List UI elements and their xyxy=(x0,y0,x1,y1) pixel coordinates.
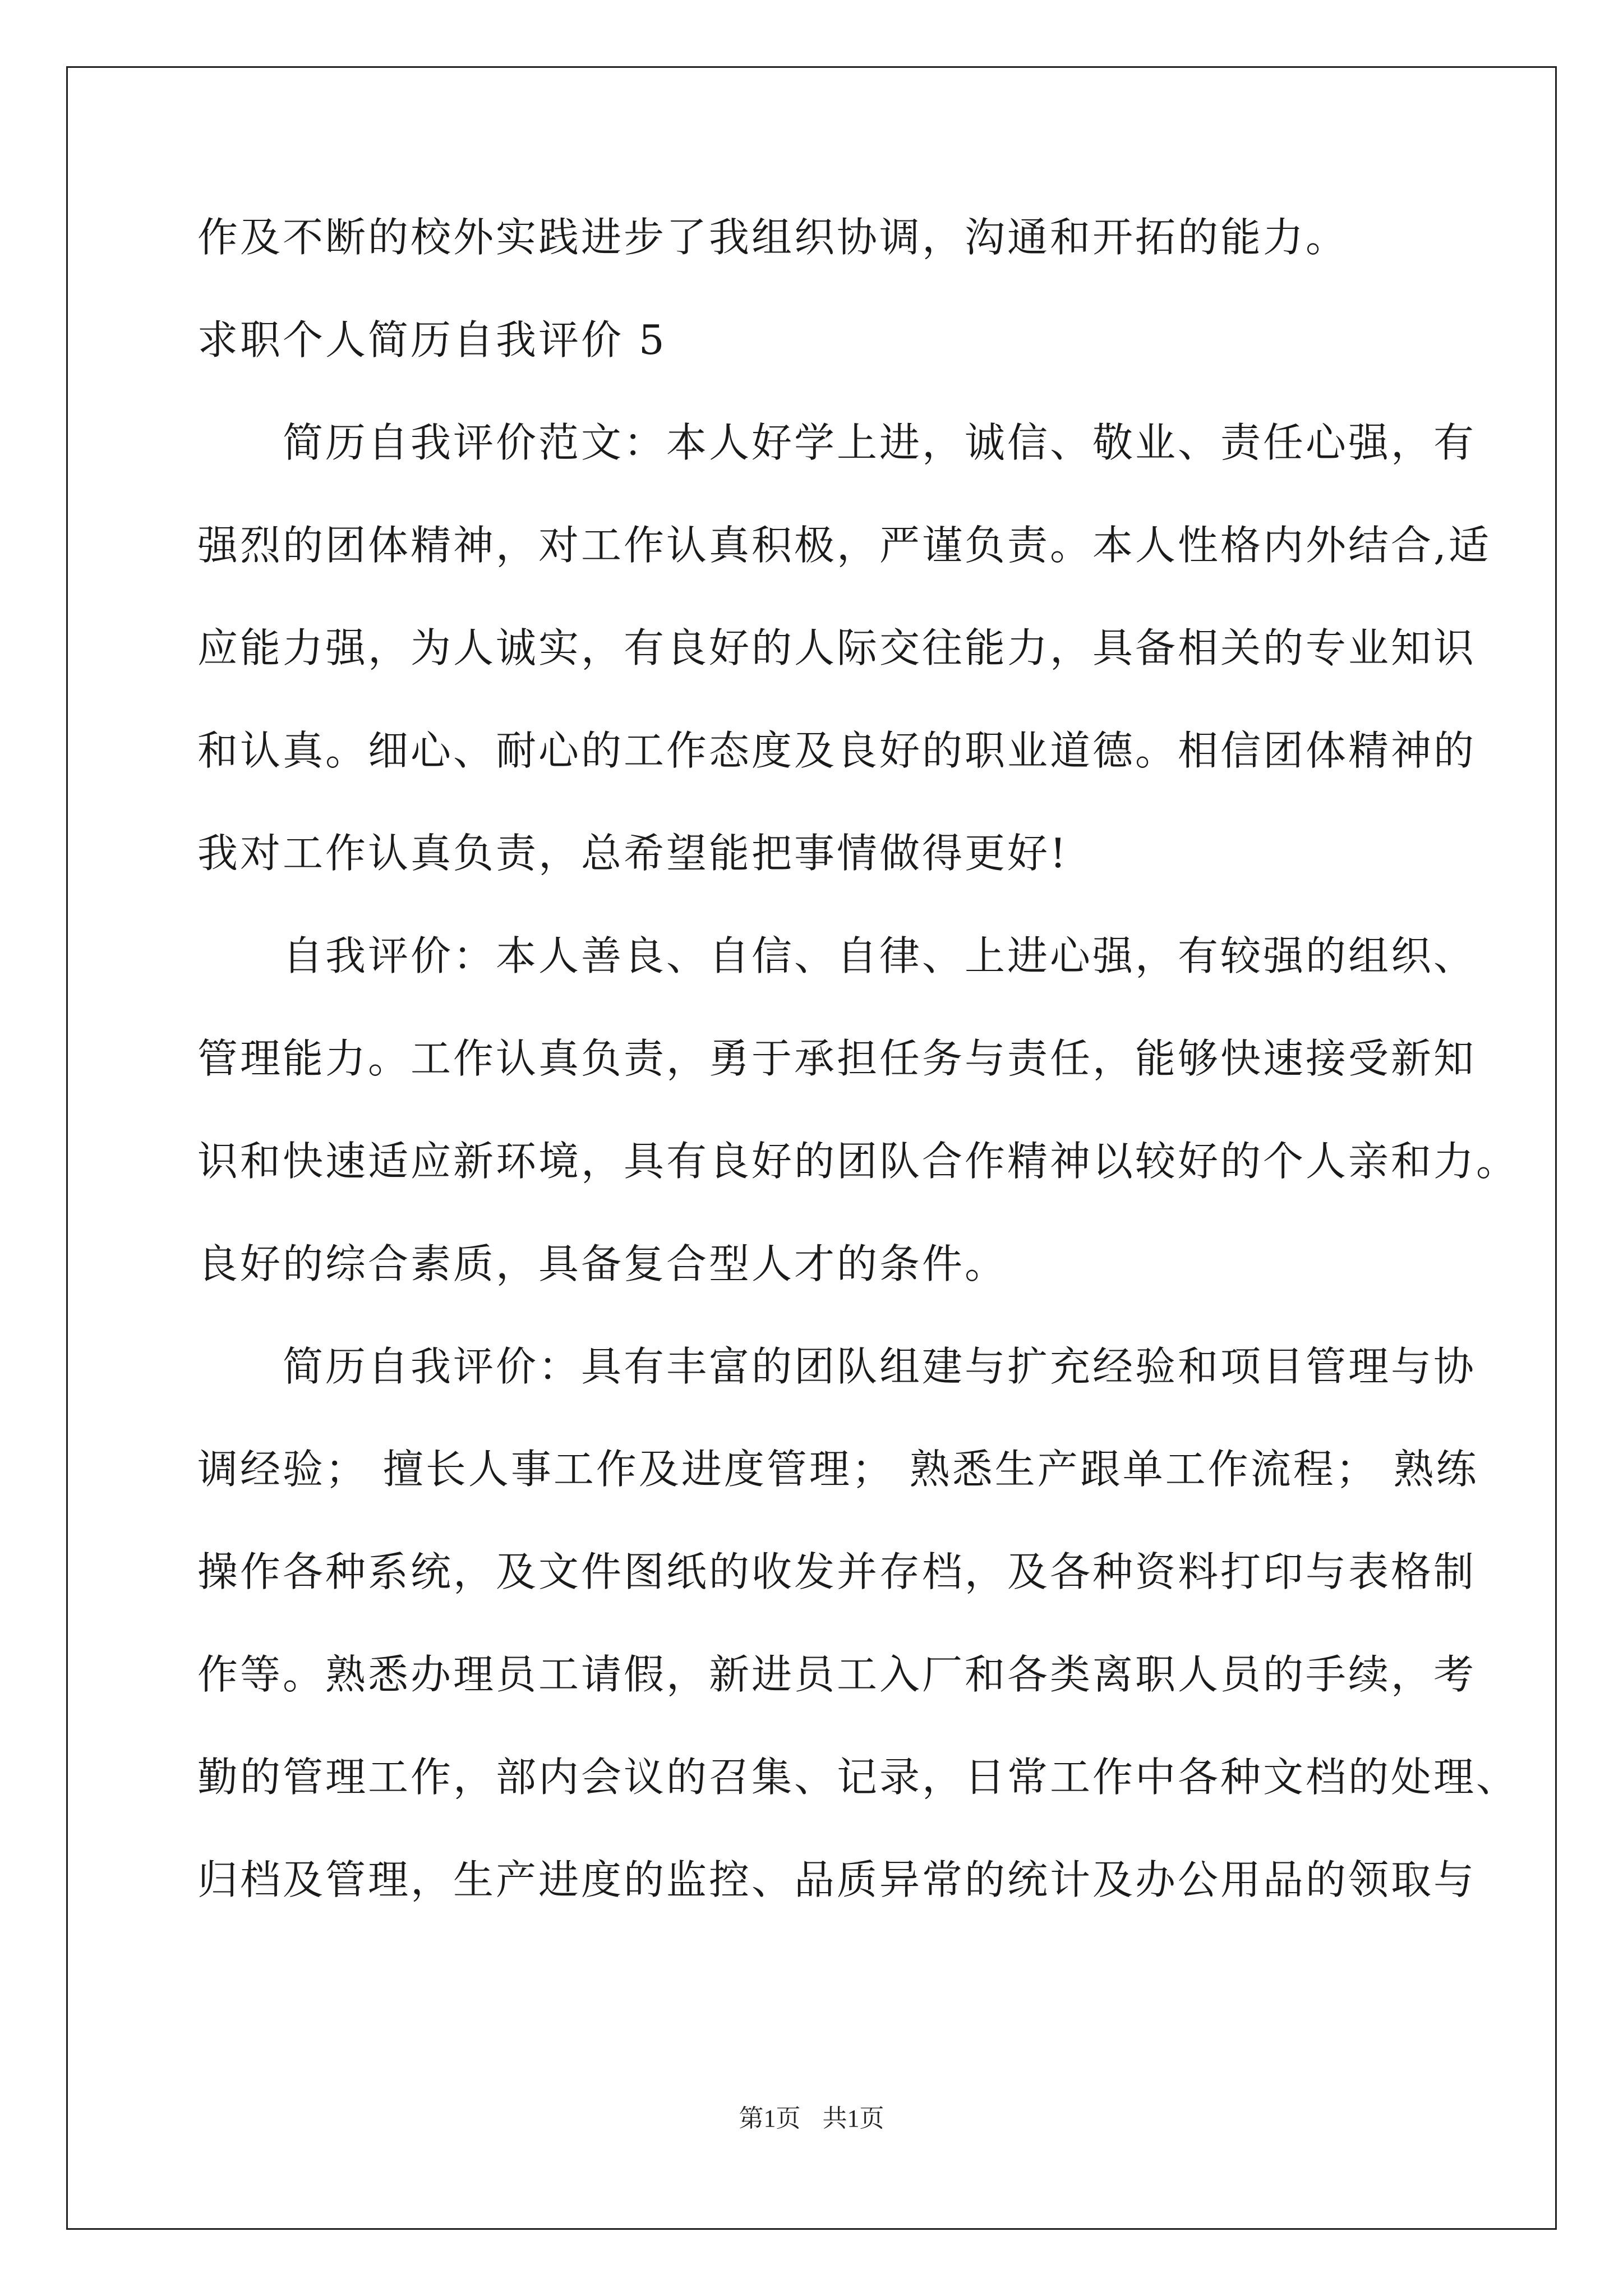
page-number: 第1页 xyxy=(739,2105,801,2132)
page-footer xyxy=(0,2098,1623,2134)
text-line-16: 勤的管理工作，部内会议的召集、记录，日常工作中各种文档的处理、 xyxy=(197,1754,1519,1801)
text-line-9: 管理能力。工作认真负责，勇于承担任务与责任，能够快速接受新知 xyxy=(197,1035,1477,1082)
text-line-7: 我对工作认真负责，总希望能把事情做得更好! xyxy=(197,830,1068,877)
text-line-5: 应能力强，为人诚实，有良好的人际交往能力，具备相关的专业知识 xyxy=(197,624,1477,671)
text-line-8: 自我评价：本人善良、自信、自律、上进心强，有较强的组织、 xyxy=(197,932,1477,979)
section-heading: 求职个人简历自我评价 5 xyxy=(197,316,667,364)
page-total: 共1页 xyxy=(822,2105,884,2132)
text-line-14: 操作各种系统，及文件图纸的收发并存档，及各种资料打印与表格制 xyxy=(197,1548,1477,1595)
text-line-13: 调经验； 擅长人事工作及进度管理； 熟悉生产跟单工作流程； 熟练 xyxy=(197,1446,1479,1493)
text-line-4: 强烈的团体精神，对工作认真积极，严谨负责。本人性格内外结合,适 xyxy=(197,522,1491,569)
text-line-15: 作等。熟悉办理员工请假，新进员工入厂和各类离职人员的手续，考 xyxy=(197,1651,1477,1698)
text-line-10: 识和快速适应新环境，具有良好的团队合作精神以较好的个人亲和力。 xyxy=(197,1138,1519,1185)
text-line-17: 归档及管理，生产进度的监控、品质异常的统计及办公用品的领取与 xyxy=(197,1856,1477,1903)
text-line-11: 良好的综合素质，具备复合型人才的条件。 xyxy=(197,1240,1008,1287)
text-line-12: 简历自我评价：具有丰富的团队组建与扩充经验和项目管理与协 xyxy=(197,1343,1477,1390)
text-line-3: 简历自我评价范文：本人好学上进，诚信、敬业、责任心强，有 xyxy=(197,419,1477,466)
text-line-6: 和认真。细心、耐心的工作态度及良好的职业道德。相信团体精神的 xyxy=(197,727,1477,774)
text-line-1: 作及不断的校外实践进步了我组织协调，沟通和开拓的能力。 xyxy=(197,214,1349,261)
